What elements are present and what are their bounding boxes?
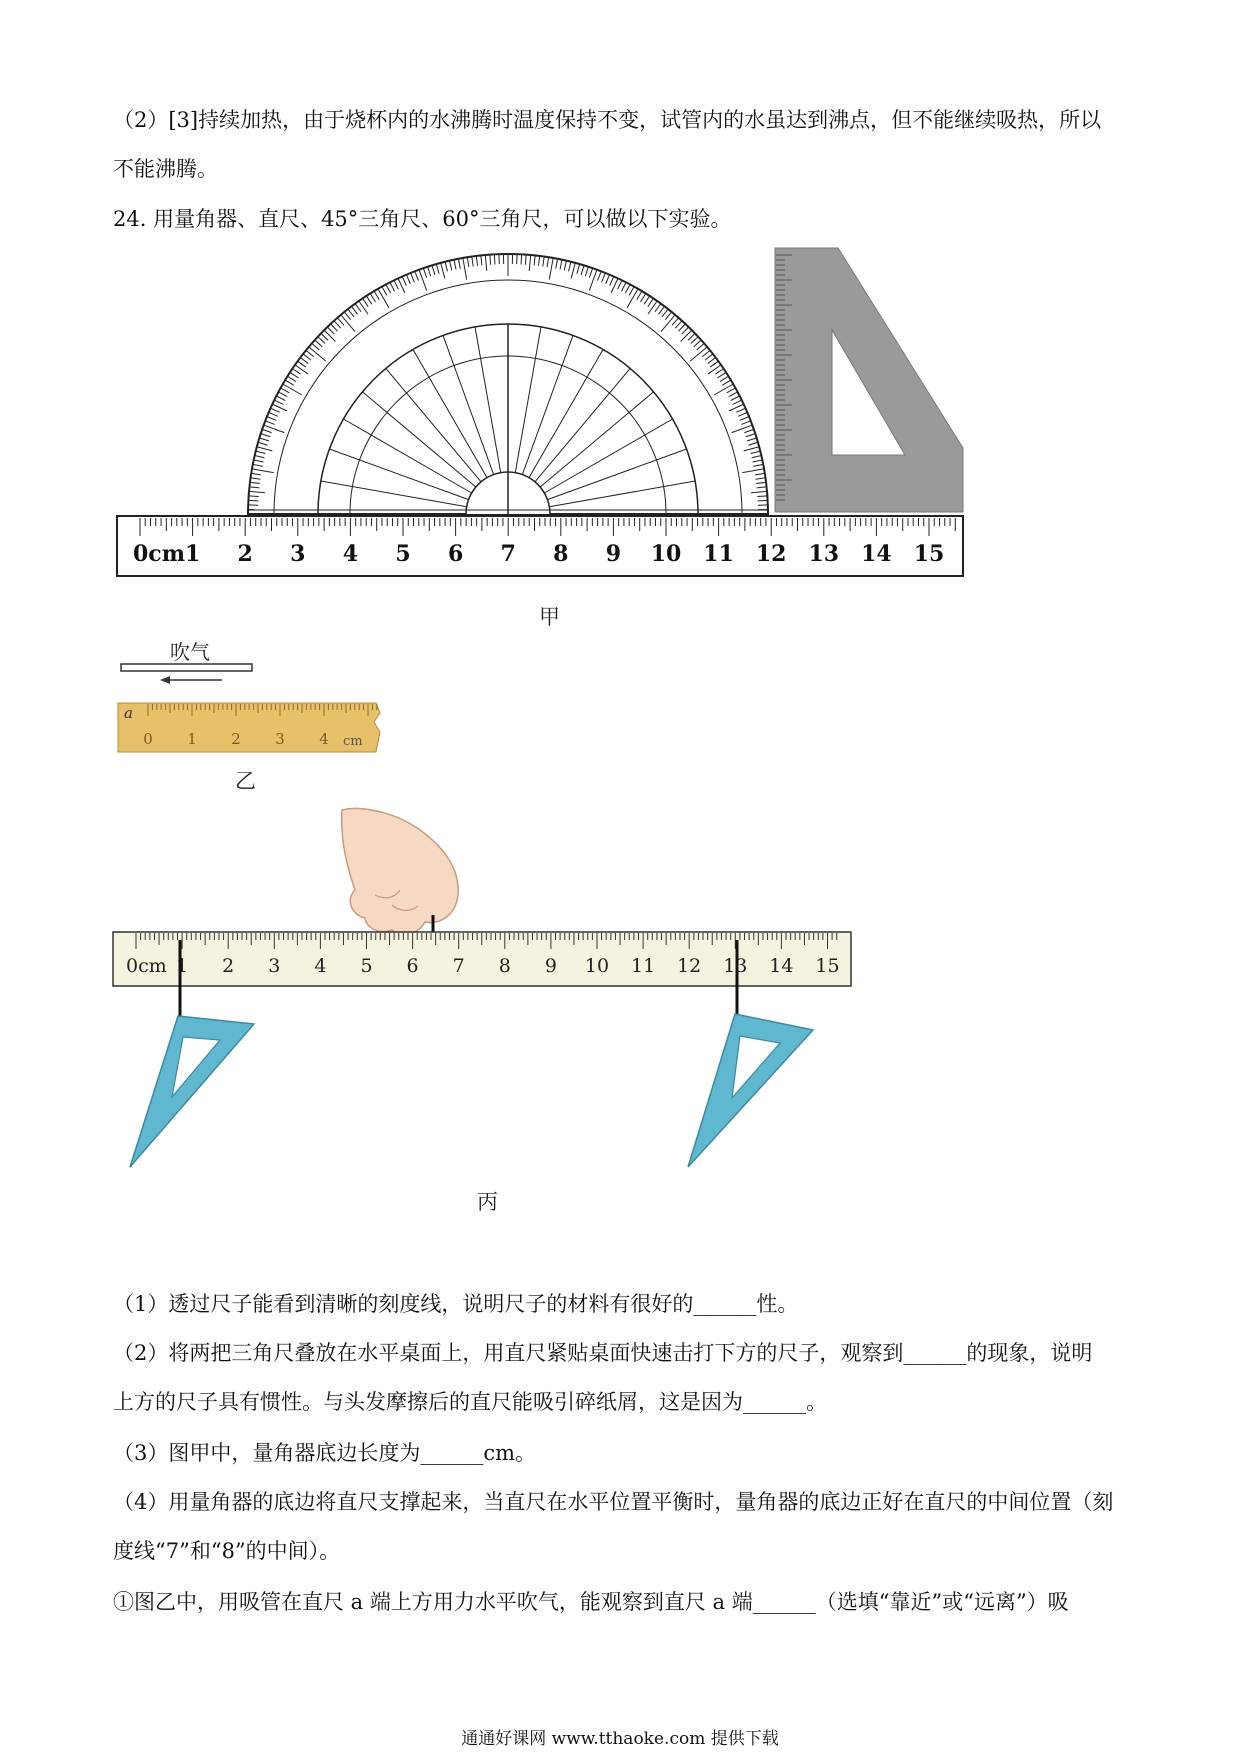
ruler-bing-label: 12 — [677, 955, 702, 977]
ruler-bing-label: 2 — [222, 955, 235, 977]
ruler-yi-label: 4 — [319, 730, 329, 748]
ruler-jia-label: 0cm — [133, 541, 185, 567]
ruler-yi-label: 0 — [143, 730, 153, 748]
ruler-jia-label: 6 — [447, 541, 464, 567]
ruler-jia-label: 9 — [605, 541, 622, 567]
ruler-bing-label: 6 — [406, 955, 419, 977]
ruler-bing-label: 9 — [544, 955, 557, 977]
ruler-bing-label: 11 — [631, 955, 656, 977]
ruler-jia-label: 15 — [913, 541, 945, 567]
ruler-bing-label: 10 — [584, 955, 610, 977]
ruler-jia-label: 14 — [861, 541, 892, 567]
caption-bing: 丙 — [477, 1190, 498, 1214]
hand — [342, 808, 458, 934]
caption-yi: 乙 — [235, 769, 256, 793]
text-line-8: （4）用量角器的底边将直尺支撑起来，当直尺在水平位置平衡时，量角器的底边正好在直尺的中间位置（刻 — [113, 1490, 1114, 1514]
ruler-bing-label: 14 — [769, 955, 794, 977]
ruler-jia-label: 1 — [184, 541, 201, 567]
ruler-yi-label: 2 — [231, 730, 241, 748]
text-line-4: （1）透过尺子能看到清晰的刻度线，说明尺子的材料有很好的______性。 — [113, 1292, 799, 1316]
text-line-5: （2）将两把三角尺叠放在水平桌面上，用直尺紧贴桌面快速击打下方的尺子，观察到______的现象，说明 — [113, 1341, 1093, 1365]
text-line-1: （2）[3]持续加热，由于烧杯内的水沸腾时温度保持不变，试管内的水虽达到沸点，但不能继续吸热，所以 — [113, 108, 1102, 132]
ruler-bing-label: 1 — [176, 955, 189, 977]
text-line-6: 上方的尺子具有惯性。与头发摩擦后的直尺能吸引碎纸屑，这是因为______。 — [113, 1390, 827, 1414]
ruler-bing-label: 15 — [815, 955, 840, 977]
ruler-yi-label: 1 — [187, 730, 197, 748]
ruler-jia-label: 4 — [342, 541, 359, 567]
text-line-3: 24. 用量角器、直尺、45°三角尺、60°三角尺，可以做以下实验。 — [113, 207, 732, 231]
yi-unit: cm — [343, 734, 363, 749]
left-blue-triangle — [130, 1016, 254, 1167]
ruler-yi-label: 3 — [275, 730, 285, 748]
footer: 通通好课网 www.tthaoke.com 提供下载 — [461, 1729, 779, 1749]
text-line-10: ①图乙中，用吸管在直尺 a 端上方用力水平吹气，能观察到直尺 a 端______（选填“靠近”或“远离”）吸 — [113, 1590, 1069, 1614]
ruler-bing-label: 13 — [723, 955, 748, 977]
ruler-bing-label: 5 — [360, 955, 373, 977]
ruler-bing-label: 8 — [498, 955, 511, 977]
ruler-jia-label: 10 — [650, 541, 682, 567]
text-line-2: 不能沸腾。 — [113, 157, 218, 181]
ruler-bing-label: 3 — [268, 955, 281, 977]
ruler-bing-label: 0cm — [126, 955, 167, 977]
ruler-jia-label: 7 — [500, 541, 516, 567]
blow-label: 吹气 — [170, 640, 210, 664]
ruler-jia-label: 2 — [237, 541, 253, 567]
text-line-9: 度线“7”和“8”的中间）。 — [113, 1539, 341, 1563]
caption-jia: 甲 — [539, 605, 560, 629]
ruler-jia-label: 5 — [395, 541, 411, 567]
ruler-bing — [113, 932, 851, 986]
end-label-a: a — [124, 704, 133, 722]
text-line-7: （3）图甲中，量角器底边长度为______cm。 — [113, 1441, 537, 1465]
ruler-jia-label: 8 — [553, 541, 569, 567]
ruler-jia-label: 11 — [703, 541, 734, 567]
ruler-bing-label: 4 — [314, 955, 327, 977]
ruler-bing-label: 7 — [452, 955, 465, 977]
ruler-jia-label: 3 — [290, 541, 306, 567]
right-blue-triangle — [688, 1014, 813, 1167]
ruler-jia-label: 12 — [755, 541, 787, 567]
ruler-jia-label: 13 — [808, 541, 840, 567]
